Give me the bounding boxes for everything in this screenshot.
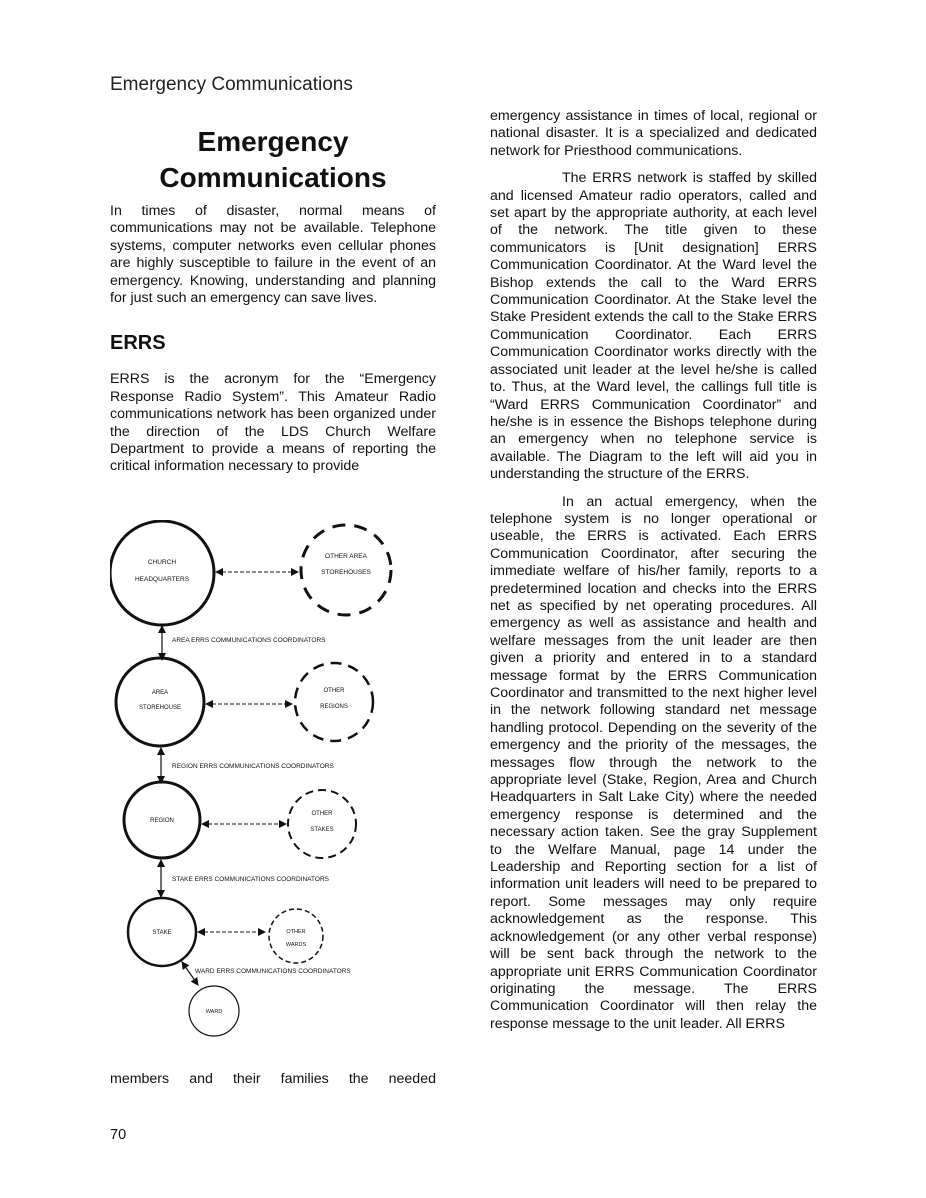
right-paragraph-3: In an actual emergency, when the telephone system is no longer operational or useable, the ERRS is activated. Each ERRS Communication Coordinator, after securing the immediate welfare of his/her family, reports to a predetermined location and checks into the ERRS net as specified by net operating procedures. All emergency as well as assistance and health and welfare messages from the unit leader are then given a priority and entered in to a standard message format by the ERRS Communication Coordinator and transmitted to the next higher level in the network following standard net message handling protocol. Depending on the severity of the emergency and the priority of the messages, the messages flow through the network to the appropriate level (Stake, Region, Area and Church Headquarters in Salt Lake City) where the needed emergency response is determined and the necessary action taken. See the gray Supplement to the Welfare Manual, page 14 under the Leadership and Reporting section for a list of information unit leaders will need to be prepared to report. Some messages may only require acknowledgement as the response. This acknowledgement (or any other verbal response) will be sent back through the network to the appropriate unit ERRS Communication Coordinator originating the message. The ERRS Communication Coordinator will then relay the response message to the unit leader. All ERRS (490, 493, 817, 1032)
page-number: 70 (110, 1127, 127, 1143)
left-column (110, 124, 436, 476)
other-stakes-label-1: OTHER (311, 811, 333, 817)
area-label-2: STOREHOUSE (139, 705, 181, 711)
errs-diagram-svg (110, 520, 440, 1050)
intro-paragraph: In times of disaster, normal means of communications may not be available. Telephone systems, computer networks even cellular phones are highly susceptible to failure in the event of an emergency. Knowing, understanding and planning for just such an emergency can save lives. (110, 203, 436, 307)
church-label-2: HEADQUARTERS (134, 576, 190, 583)
section-heading-errs: ERRS (110, 332, 166, 355)
ward-coordinators-label: WARD ERRS COMMUNICATIONS COORDINATORS (195, 968, 351, 975)
stake-label: STAKE (152, 930, 172, 936)
area-coordinators-label: AREA ERRS COMMUNICATIONS COORDINATORS (172, 637, 326, 644)
other-wards-label-1: OTHER (286, 929, 306, 935)
bottom-word: and (189, 1071, 213, 1087)
other-area-label-2: STOREHOUSES (321, 569, 371, 576)
left-bottom-line (110, 1071, 436, 1088)
bottom-word: their (232, 1071, 261, 1087)
area-storehouse-node (116, 658, 204, 746)
bottom-word: needed (388, 1071, 436, 1087)
title-line-2: Communications (159, 162, 387, 193)
other-stakes-label-2: STAKES (310, 827, 334, 833)
title-line-1: Emergency (197, 126, 349, 157)
stake-coordinators-label: STAKE ERRS COMMUNICATIONS COORDINATORS (172, 876, 329, 883)
other-wards-label-2: WARDS (285, 942, 307, 948)
bottom-word: the (348, 1071, 369, 1087)
church-label-1: CHURCH (147, 559, 177, 566)
region-coordinators-label: REGION ERRS COMMUNICATIONS COORDINATORS (172, 763, 334, 770)
other-area-label-1: OTHER AREA (325, 553, 367, 560)
area-label-1: AREA (151, 690, 169, 696)
right-paragraph-1: emergency assistance in times of local, regional or national disaster. It is a specialized and dedicated network for Priesthood communications. (490, 108, 817, 159)
other-stakes-node (288, 790, 356, 858)
right-paragraph-2: The ERRS network is staffed by skilled and licensed Amateur radio operators, called and set apart by the appropriate authority, at each level of the network. The title given to these communicators is [Unit designation] ERRS Communication Coordinator. At the Ward level the Bishop extends the call to the Ward ERRS Communication Coordinator. At the Stake level the Stake President extends the call to the Stake ERRS Communication Coordinator. Each ERRS Communication Coordinator works directly with the associated unit leader at the level he/she is called to. Thus, at the Ward level, the callings full title is “Ward ERRS Communication Coordinator” and he/she is in essence the Bishops telephone during an emergency when no telephone service is available. The Diagram to the left will aid you in understanding the structure of the ERRS. (490, 170, 817, 483)
page-title (110, 124, 436, 196)
bottom-word: members (110, 1071, 170, 1087)
right-column (490, 108, 817, 1033)
running-header: Emergency Communications (110, 74, 353, 95)
bottom-word: families (280, 1071, 329, 1087)
other-wards-node (269, 909, 323, 963)
ward-label: WARD (205, 1009, 223, 1015)
errs-paragraph: ERRS is the acronym for the “Emergency Response Radio System”. This Amateur Radio communications network has been organized under the direction of the LDS Church Welfare Department to provide a means of reporting the critical information necessary to provide (110, 371, 436, 475)
region-label: REGION (150, 818, 174, 824)
church-headquarters-node (110, 521, 214, 625)
other-regions-node (295, 663, 373, 741)
other-regions-label-1: OTHER (323, 688, 345, 694)
errs-diagram (110, 520, 440, 1050)
other-regions-label-2: REGIONS (320, 704, 348, 710)
